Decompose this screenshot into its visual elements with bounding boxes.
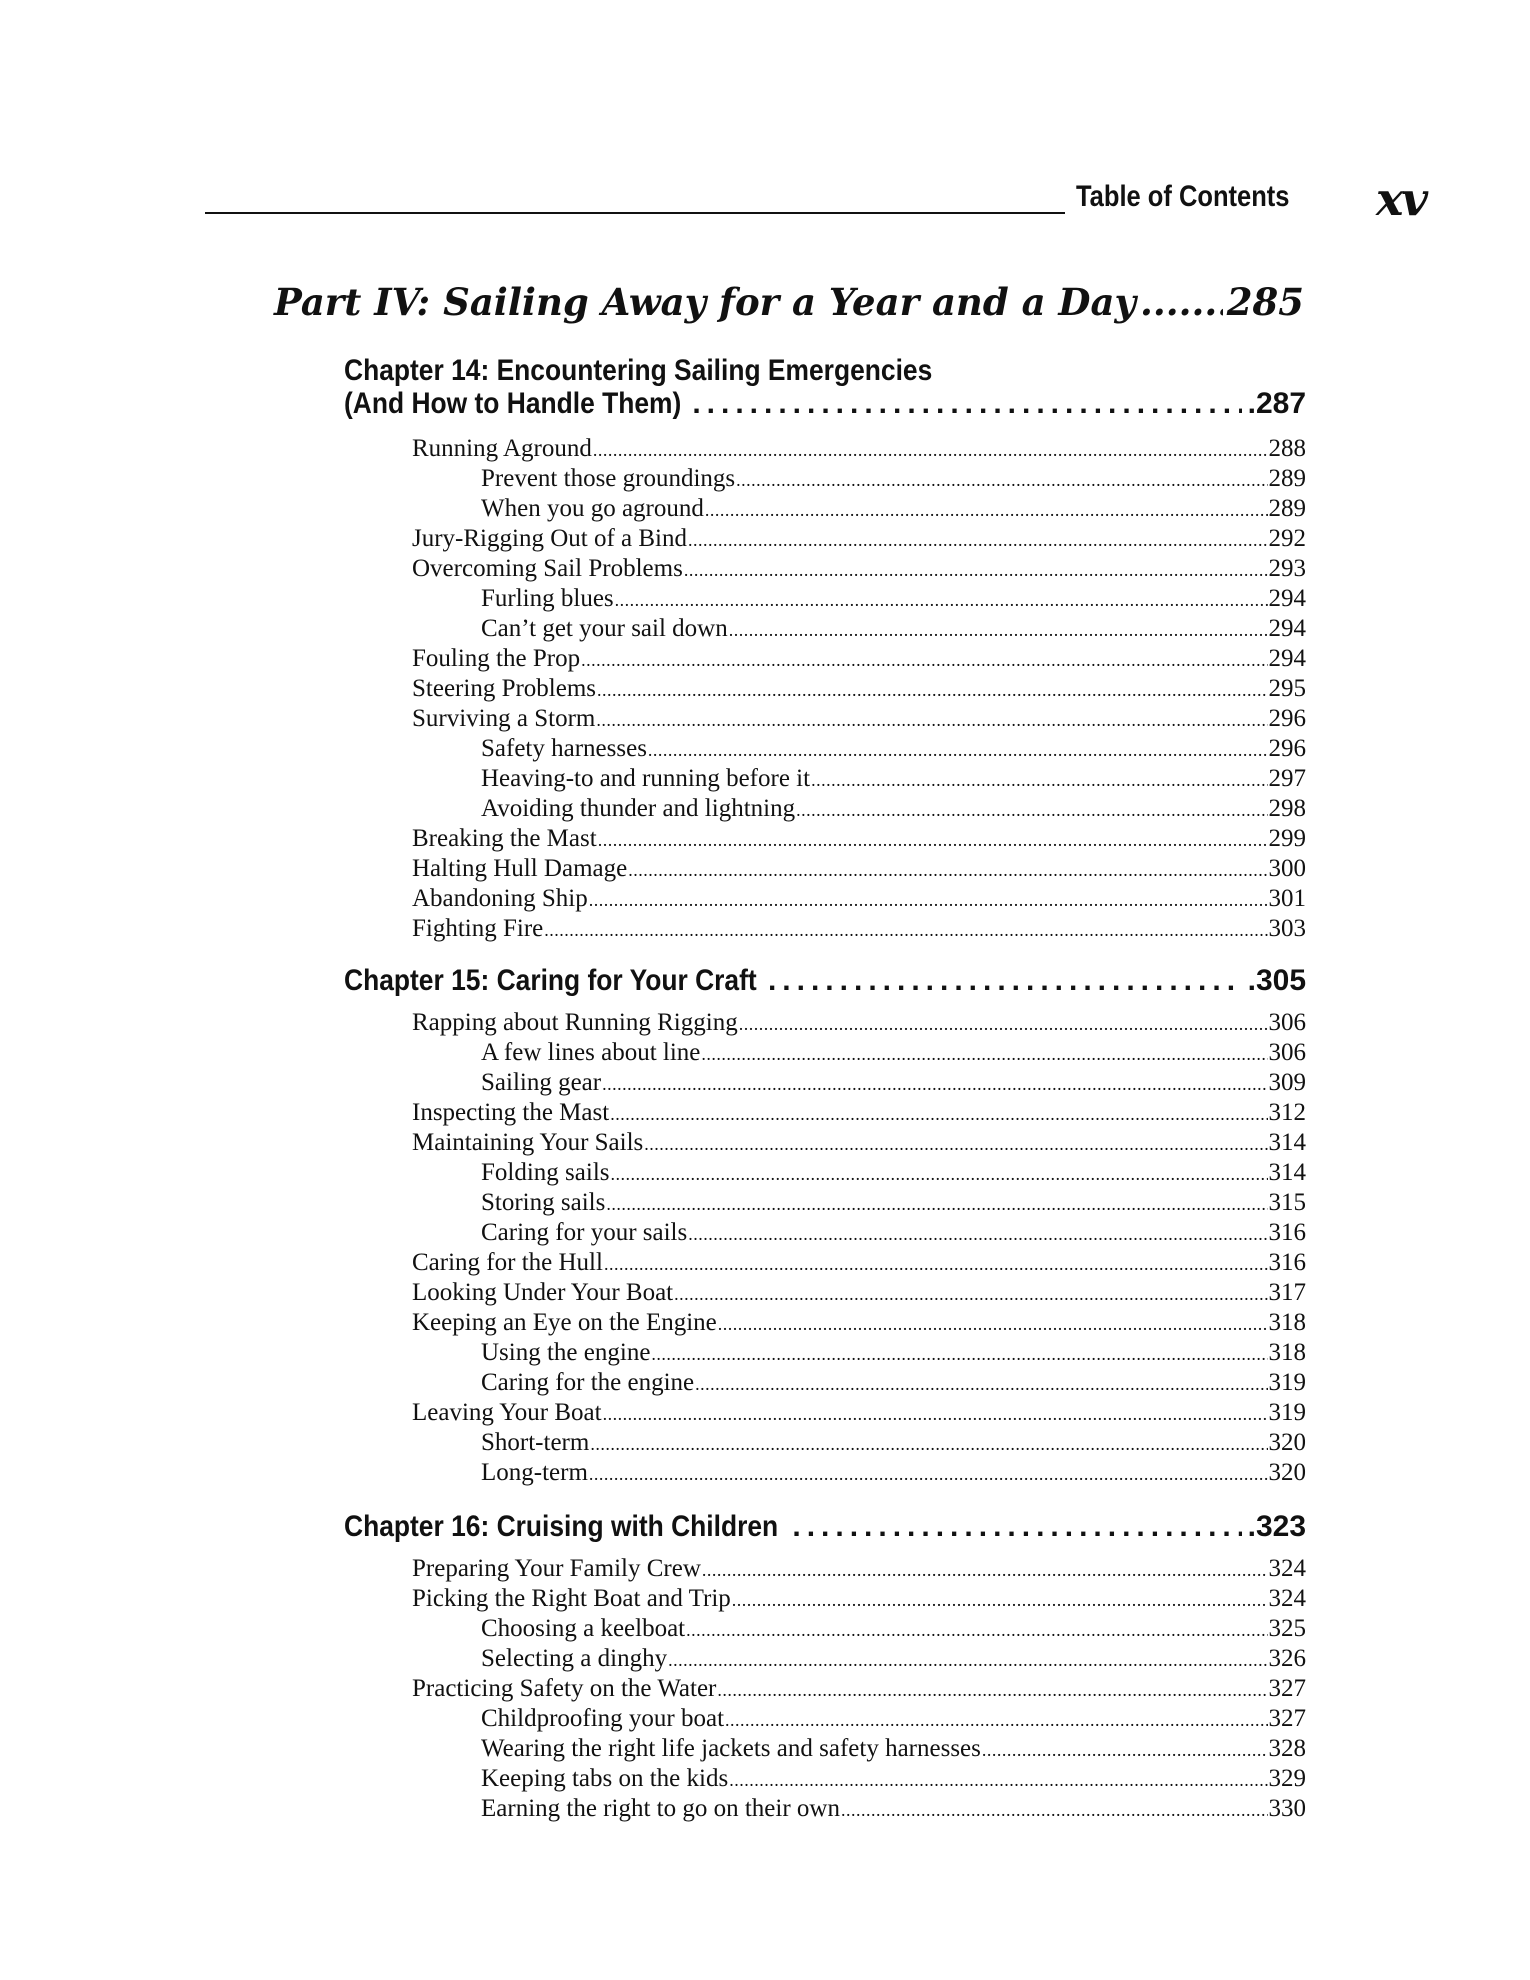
dot-leader [811, 765, 1267, 795]
chapter-15-heading[interactable] [344, 964, 1306, 997]
dot-leader [768, 964, 1242, 997]
dot-leader [604, 1249, 1268, 1279]
toc-entry[interactable] [344, 644, 1306, 674]
entry-page: 318 [1268, 1309, 1306, 1336]
dot-leader [611, 1159, 1268, 1189]
dot-leader [648, 735, 1268, 765]
toc-entry[interactable] [344, 1734, 1306, 1764]
entry-title: Caring for the Hull [412, 1249, 603, 1276]
entry-page: 327 [1268, 1675, 1306, 1702]
entry-title: Surviving a Storm [412, 705, 596, 732]
entry-title: Keeping tabs on the kids [481, 1765, 729, 1792]
entry-title: Fouling the Prop [412, 645, 581, 672]
toc-entry[interactable] [344, 704, 1306, 734]
entry-page: 330 [1268, 1795, 1306, 1822]
toc-entry[interactable] [344, 1704, 1306, 1734]
dot-leader [602, 1069, 1267, 1099]
entry-page: 306 [1268, 1009, 1306, 1036]
dot-leader [589, 1459, 1268, 1489]
entry-title: Prevent those groundings [481, 465, 736, 492]
dot-leader [692, 387, 1241, 420]
chapter-page: .323 [1247, 1510, 1306, 1543]
toc-entry[interactable] [344, 794, 1306, 824]
entry-title: Rapping about Running Rigging [412, 1009, 738, 1036]
entry-page: 314 [1268, 1159, 1306, 1186]
toc-entry[interactable] [344, 524, 1306, 554]
entry-page: 301 [1268, 885, 1306, 912]
toc-entry[interactable] [344, 1458, 1306, 1488]
toc-entry[interactable] [344, 434, 1306, 464]
entry-title: Picking the Right Boat and Trip [412, 1585, 731, 1612]
entry-title: Steering Problems [412, 675, 597, 702]
entry-page: 315 [1268, 1189, 1306, 1216]
entry-page: 299 [1268, 825, 1306, 852]
dot-leader [674, 1279, 1267, 1309]
entry-page: 296 [1268, 735, 1306, 762]
toc-entry[interactable] [344, 764, 1306, 794]
toc-entry[interactable] [344, 674, 1306, 704]
toc-entry[interactable] [344, 554, 1306, 584]
entry-page: 288 [1268, 435, 1306, 462]
entry-page: 303 [1268, 915, 1306, 942]
toc-entry[interactable] [344, 1308, 1306, 1338]
dot-leader [628, 855, 1267, 885]
entry-title: Halting Hull Damage [412, 855, 628, 882]
entry-title: Preparing Your Family Crew [412, 1555, 701, 1582]
entry-page: 317 [1268, 1279, 1306, 1306]
toc-entry[interactable] [344, 1188, 1306, 1218]
header-rule [205, 212, 1065, 214]
entry-title: Safety harnesses [481, 735, 647, 762]
entry-title: Selecting a dinghy [481, 1645, 668, 1672]
dot-leader [644, 1129, 1267, 1159]
entry-page: 319 [1268, 1399, 1306, 1426]
entry-title: Looking Under Your Boat [412, 1279, 674, 1306]
toc-entry[interactable] [344, 914, 1306, 944]
toc-entry[interactable] [344, 1008, 1306, 1038]
toc-entry[interactable] [344, 1248, 1306, 1278]
chapter-15-entries [344, 1008, 1306, 1488]
entry-title: Overcoming Sail Problems [412, 555, 683, 582]
dot-leader [841, 1795, 1268, 1825]
dot-leader [705, 495, 1268, 525]
entry-page: 300 [1268, 855, 1306, 882]
toc-entry[interactable] [344, 464, 1306, 494]
running-title: Table of Contents [1076, 180, 1290, 213]
chapter-page: .305 [1247, 964, 1306, 997]
chapter-title-cont: (And How to Handle Them) [344, 387, 682, 420]
toc-entry[interactable] [344, 494, 1306, 524]
entry-title: Running Aground [412, 435, 592, 462]
dot-leader [725, 1705, 1267, 1735]
entry-page: 289 [1268, 465, 1306, 492]
entry-title: Short-term [481, 1429, 590, 1456]
toc-entry[interactable] [344, 854, 1306, 884]
entry-title: Jury-Rigging Out of a Bind [412, 525, 687, 552]
entry-page: 326 [1268, 1645, 1306, 1672]
chapter-14-entries [344, 434, 1306, 944]
toc-entry[interactable] [344, 824, 1306, 854]
entry-title: Earning the right to go on their own [481, 1795, 840, 1822]
dot-leader [544, 915, 1267, 945]
toc-entry[interactable] [344, 1554, 1306, 1584]
dot-leader [686, 1615, 1267, 1645]
entry-page: 294 [1268, 585, 1306, 612]
entry-title: Fighting Fire [412, 915, 544, 942]
entry-title: Maintaining Your Sails [412, 1129, 644, 1156]
toc-entry[interactable] [344, 1674, 1306, 1704]
toc-entry[interactable] [344, 1794, 1306, 1824]
toc-entry[interactable] [344, 1368, 1306, 1398]
dot-leader [610, 1099, 1267, 1129]
entry-title: Choosing a keelboat [481, 1615, 686, 1642]
entry-page: 309 [1268, 1069, 1306, 1096]
dot-leader [651, 1339, 1267, 1369]
entry-title: Sailing gear [481, 1069, 602, 1096]
toc-entry[interactable] [344, 1398, 1306, 1428]
entry-page: 298 [1268, 795, 1306, 822]
entry-title: Keeping an Eye on the Engine [412, 1309, 717, 1336]
entry-page: 289 [1268, 495, 1306, 522]
entry-page: 294 [1268, 615, 1306, 642]
entry-title: Heaving-to and running before it [481, 765, 811, 792]
entry-page: 320 [1268, 1429, 1306, 1456]
entry-page: 293 [1268, 555, 1306, 582]
toc-entry[interactable] [344, 1128, 1306, 1158]
chapter-title: Chapter 15: Caring for Your Craft [344, 964, 757, 997]
entry-page: 324 [1268, 1585, 1306, 1612]
toc-entry[interactable] [344, 884, 1306, 914]
chapter-16-heading[interactable] [344, 1510, 1306, 1543]
entry-title: Leaving Your Boat [412, 1399, 602, 1426]
entry-page: 319 [1268, 1369, 1306, 1396]
part-title: Part IV: Sailing Away for a Year and a Day [274, 280, 1136, 324]
page-number: xv [1376, 172, 1427, 226]
entry-page: 306 [1268, 1039, 1306, 1066]
dot-leader [702, 1555, 1268, 1585]
dot-leader [717, 1675, 1267, 1705]
entry-title: Caring for your sails [481, 1219, 688, 1246]
toc-entry[interactable] [344, 1644, 1306, 1674]
entry-page: 316 [1268, 1249, 1306, 1276]
entry-page: 328 [1268, 1735, 1306, 1762]
toc-entry[interactable] [344, 1158, 1306, 1188]
entry-page: 325 [1268, 1615, 1306, 1642]
chapter-title: Chapter 14: Encountering Sailing Emergencies [344, 354, 933, 387]
entry-page: 294 [1268, 645, 1306, 672]
dot-leader [668, 1645, 1267, 1675]
chapter-14-heading[interactable] [344, 354, 1306, 420]
entry-title: Avoiding thunder and lightning [481, 795, 796, 822]
entry-title: Caring for the engine [481, 1369, 695, 1396]
dot-leader [792, 1510, 1241, 1543]
entry-title: A few lines about line [481, 1039, 701, 1066]
dot-leader [581, 645, 1267, 675]
entry-title: Storing sails [481, 1189, 606, 1216]
dot-leader [590, 1429, 1267, 1459]
toc-entry[interactable] [344, 614, 1306, 644]
dot-leader [688, 525, 1268, 555]
dot-leader [736, 465, 1267, 495]
chapter-page: .287 [1247, 387, 1306, 420]
entry-page: 296 [1268, 705, 1306, 732]
dot-leader [982, 1735, 1268, 1765]
dot-leader [615, 585, 1268, 615]
entry-title: Folding sails [481, 1159, 610, 1186]
toc-entry[interactable] [344, 1764, 1306, 1794]
entry-page: 316 [1268, 1219, 1306, 1246]
entry-title: Using the engine [481, 1339, 651, 1366]
dot-leader [597, 675, 1267, 705]
entry-title: Abandoning Ship [412, 885, 588, 912]
entry-title: Breaking the Mast [412, 825, 597, 852]
dot-leader [732, 1585, 1268, 1615]
dot-leader [603, 1399, 1268, 1429]
entry-page: 324 [1268, 1555, 1306, 1582]
entry-page: 295 [1268, 675, 1306, 702]
toc-entry[interactable] [344, 1338, 1306, 1368]
dot-leader [796, 795, 1267, 825]
entry-page: 297 [1268, 765, 1306, 792]
toc-entry[interactable] [344, 734, 1306, 764]
chapter-16-entries [344, 1554, 1306, 1824]
dot-leader [598, 825, 1268, 855]
entry-page: 327 [1268, 1705, 1306, 1732]
dot-leader [1140, 280, 1223, 324]
part-page: 285 [1226, 280, 1304, 324]
entry-page: 312 [1268, 1099, 1306, 1126]
toc-entry[interactable] [344, 1584, 1306, 1614]
entry-title: Childproofing your boat [481, 1705, 725, 1732]
dot-leader [729, 615, 1268, 645]
chapter-title: Chapter 16: Cruising with Children [344, 1510, 779, 1543]
toc-entry[interactable] [344, 1614, 1306, 1644]
entry-page: 318 [1268, 1339, 1306, 1366]
toc-entry[interactable] [344, 1098, 1306, 1128]
dot-leader [718, 1309, 1268, 1339]
toc-entry[interactable] [344, 1068, 1306, 1098]
dot-leader [596, 705, 1267, 735]
dot-leader [606, 1189, 1267, 1219]
toc-entry[interactable] [344, 1278, 1306, 1308]
entry-page: 320 [1268, 1459, 1306, 1486]
entry-page: 329 [1268, 1765, 1306, 1792]
dot-leader [589, 885, 1268, 915]
dot-leader [593, 435, 1268, 465]
dot-leader [701, 1039, 1267, 1069]
toc-entry[interactable] [344, 584, 1306, 614]
entry-title: Long-term [481, 1459, 588, 1486]
entry-title: Practicing Safety on the Water [412, 1675, 717, 1702]
part-heading[interactable] [274, 280, 1304, 324]
toc-entry[interactable] [344, 1218, 1306, 1248]
dot-leader [729, 1765, 1267, 1795]
entry-title: Inspecting the Mast [412, 1099, 610, 1126]
entry-page: 292 [1268, 525, 1306, 552]
dot-leader [684, 555, 1268, 585]
dot-leader [688, 1219, 1267, 1249]
entry-title: Furling blues [481, 585, 614, 612]
entry-title: Can’t get your sail down [481, 615, 728, 642]
entry-title: When you go aground [481, 495, 704, 522]
entry-page: 314 [1268, 1129, 1306, 1156]
dot-leader [695, 1369, 1267, 1399]
dot-leader [739, 1009, 1268, 1039]
toc-entry[interactable] [344, 1428, 1306, 1458]
entry-title: Wearing the right life jackets and safety harnesses [481, 1735, 981, 1762]
toc-entry[interactable] [344, 1038, 1306, 1068]
